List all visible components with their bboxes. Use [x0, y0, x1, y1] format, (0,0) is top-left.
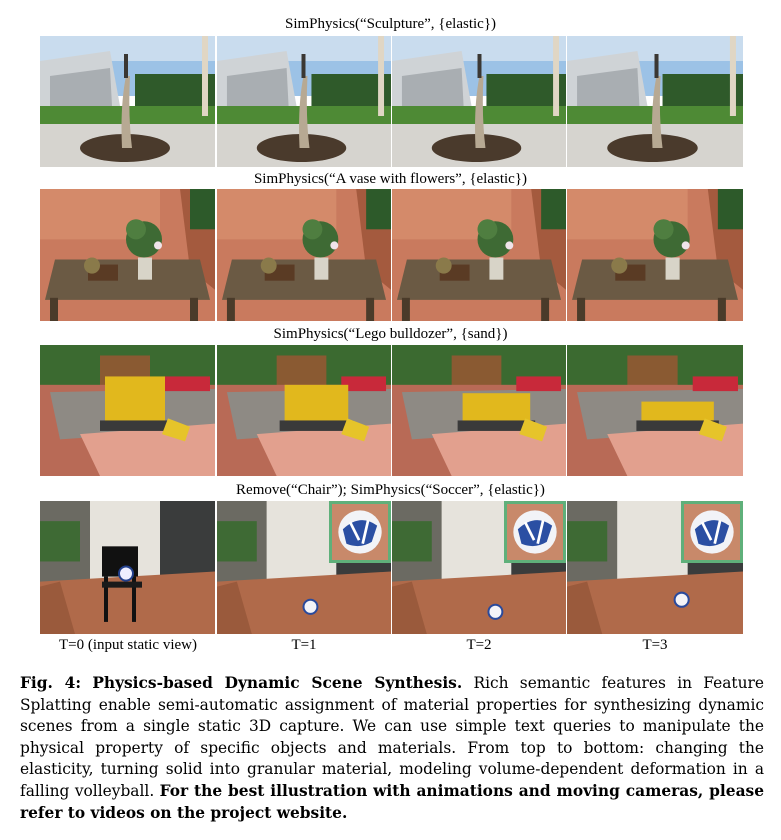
ball-zoom-inset-2	[504, 501, 566, 563]
row-3-label: SimPhysics(“Lego bulldozer”, {sand})	[273, 326, 508, 342]
bulldozer-frame-3	[567, 345, 743, 476]
time-label-0: T=0 (input static view)	[58, 637, 197, 653]
sculpture-frame-0	[40, 36, 215, 167]
soccer-frame-0	[40, 501, 215, 634]
bulldozer-frame-0	[40, 345, 215, 476]
time-label-3: T=3	[642, 637, 668, 653]
caption-title: Physics-based Dynamic Scene Synthesis.	[92, 674, 463, 692]
time-label-1: T=1	[291, 637, 317, 653]
caption-emphasis: For the best illustration with animations and moving cameras, please refer to videos on the project website.	[20, 781, 764, 822]
figure-caption	[20, 673, 764, 824]
ball-zoom-inset-1	[329, 501, 391, 563]
row-1-label: SimPhysics(“Sculpture”, {elastic})	[284, 16, 497, 32]
sculpture-frame-3	[567, 36, 743, 167]
sculpture-frame-2	[392, 36, 566, 167]
soccer-frame-2	[392, 501, 566, 634]
vase-frame-2	[392, 189, 566, 321]
bulldozer-frame-1	[217, 345, 391, 476]
soccer-frame-1	[217, 501, 391, 634]
time-label-2: T=2	[466, 637, 492, 653]
ball-zoom-inset-3	[681, 501, 743, 563]
vase-frame-3	[567, 189, 743, 321]
caption-fig-number: Fig. 4:	[20, 674, 82, 692]
bulldozer-frame-2	[392, 345, 566, 476]
sculpture-frame-1	[217, 36, 391, 167]
soccer-frame-3	[567, 501, 743, 634]
caption-body: Rich semantic features in Feature Splatting enable semi-automatic assignment of material properties for synthesizing dynamic scenes from a single static 3D capture. We can use simple text queries to manipulate the physical property of specific objects and materials. From top to bottom: changing the elasticity, turning solid into granular material, modeling volume-dependent deformation in a falling volleyball.	[20, 674, 764, 800]
vase-frame-1	[217, 189, 391, 321]
row-2-label: SimPhysics(“A vase with flowers”, {elastic})	[253, 171, 528, 187]
vase-frame-0	[40, 189, 215, 321]
row-4-label: Remove(“Chair”); SimPhysics(“Soccer”, {elastic})	[236, 482, 545, 498]
